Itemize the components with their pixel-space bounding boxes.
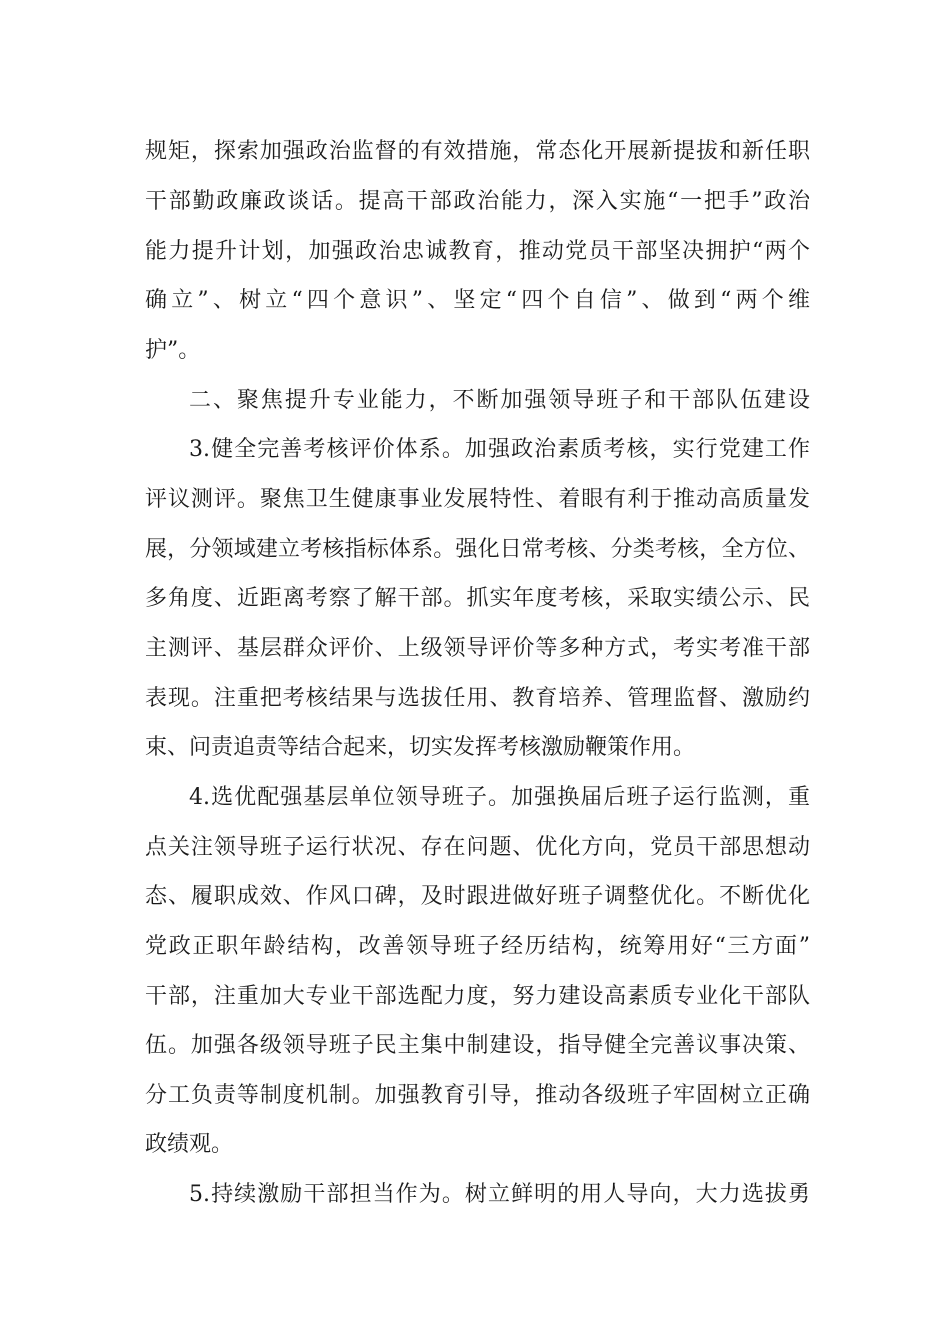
- text-line: 主测评、基层群众评价、上级领导评价等多种方式，考实考准干部: [145, 636, 810, 661]
- text-line: 伍。加强各级领导班子民主集中制建设，指导健全完善议事决策、: [145, 1033, 810, 1058]
- text-line: 党政正职年龄结构，改善领导班子经历结构，统筹用好“三方面”: [145, 934, 810, 959]
- text-line: 干部勤政廉政谈话。提高干部政治能力，深入实施“一把手”政治: [145, 189, 810, 214]
- text-line: 束、问责追责等结合起来，切实发挥考核激励鞭策作用。: [145, 735, 696, 760]
- text-line: 确立”、树立“四个意识”、坚定“四个自信”、做到“两个维: [145, 288, 810, 313]
- text-line: 态、履职成效、作风口碑，及时跟进做好班子调整优化。不断优化: [145, 884, 810, 909]
- text-line: 表现。注重把考核结果与选拔任用、教育培养、管理监督、激励约: [145, 686, 810, 711]
- text-line: 展，分领域建立考核指标体系。强化日常考核、分类考核，全方位、: [145, 537, 810, 562]
- text-line: 政绩观。: [145, 1132, 234, 1157]
- text-line: 分工负责等制度机制。加强教育引导，推动各级班子牢固树立正确: [145, 1083, 810, 1108]
- paragraph-start: 3.健全完善考核评价体系。加强政治素质考核，实行党建工作: [189, 437, 810, 462]
- text-line: 点关注领导班子运行状况、存在问题、优化方向，党员干部思想动: [145, 835, 810, 860]
- text-line: 规矩，探索加强政治监督的有效措施，常态化开展新提拔和新任职: [145, 139, 810, 164]
- text-line: 多角度、近距离考察了解干部。抓实年度考核，采取实绩公示、民: [145, 586, 810, 611]
- paragraph-start: 4.选优配强基层单位领导班子。加强换届后班子运行监测，重: [189, 785, 810, 810]
- text-line: 干部，注重加大专业干部选配力度，努力建设高素质专业化干部队: [145, 984, 810, 1009]
- text-line: 能力提升计划，加强政治忠诚教育，推动党员干部坚决拥护“两个: [145, 239, 810, 264]
- paragraph-start: 5.持续激励干部担当作为。树立鲜明的用人导向，大力选拔勇: [189, 1182, 810, 1207]
- text-line: 护”。: [145, 338, 201, 363]
- text-line: 评议测评。聚焦卫生健康事业发展特性、着眼有利于推动高质量发: [145, 487, 810, 512]
- section-heading: 二、聚焦提升专业能力，不断加强领导班子和干部队伍建设: [189, 388, 810, 413]
